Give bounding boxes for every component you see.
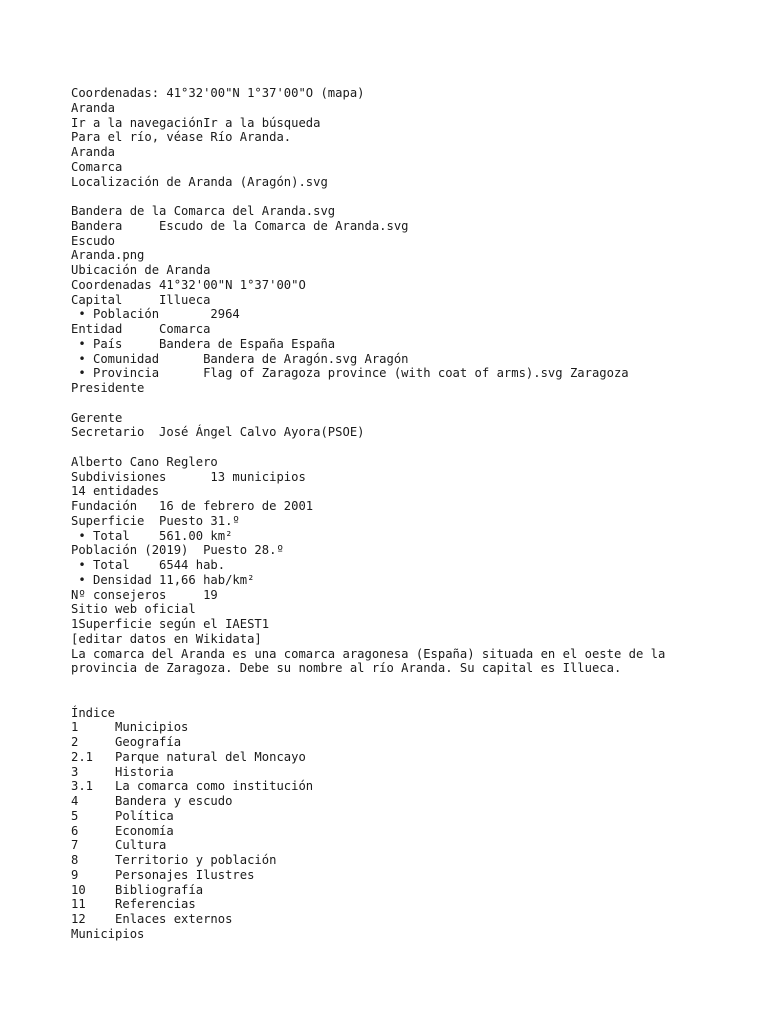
- text-line: 1Superficie según el IAEST1: [71, 617, 270, 631]
- text-line: • Provincia Flag of Zaragoza province (with coat of arms).svg Zaragoza: [71, 366, 629, 381]
- text-line: Secretario José Ángel Calvo Ayora(PSOE): [71, 425, 365, 440]
- text-line: • Total 561.00 km²: [71, 528, 233, 543]
- text-line: Sitio web oficial: [71, 602, 196, 617]
- text-line: 1 Municipios: [71, 720, 189, 735]
- text-line: • Densidad 11,66 hab/km²: [71, 572, 255, 587]
- text-line: • Población 2964: [71, 307, 240, 322]
- text-line: Comarca: [71, 159, 123, 174]
- text-line: Coordenadas 41°32'00"N 1°37'00"O: [71, 277, 306, 292]
- text-line: Para el río, véase Río Aranda.: [71, 130, 292, 145]
- text-line: Superficie Puesto 31.º: [71, 513, 240, 528]
- text-line: 6 Economía: [71, 823, 174, 838]
- text-line: Municipios: [71, 926, 145, 941]
- text-line: 4 Bandera y escudo: [71, 794, 233, 808]
- text-line: Coordenadas: 41°32'00"N 1°37'00"O (mapa): [71, 86, 365, 100]
- text-line: Ubicación de Aranda: [71, 263, 211, 277]
- text-line: 12 Enlaces externos: [71, 912, 233, 926]
- text-line: 10 Bibliografía: [71, 882, 204, 897]
- blank-line: [71, 396, 751, 411]
- text-line: Aranda: [71, 145, 116, 159]
- text-line: [editar datos en Wikidata]: [71, 631, 262, 646]
- text-line: Capital Illueca: [71, 292, 211, 307]
- text-line: 3 Historia: [71, 764, 174, 779]
- text-line: 11 Referencias: [71, 897, 196, 912]
- text-line: • País Bandera de España España: [71, 336, 336, 351]
- blank-line: [71, 189, 751, 204]
- text-line: Escudo: [71, 233, 116, 248]
- text-line: provincia de Zaragoza. Debe su nombre al río Aranda. Su capital es Illueca.: [71, 661, 622, 676]
- text-line: Ir a la navegaciónIr a la búsqueda: [71, 115, 321, 130]
- text-line: Bandera de la Comarca del Aranda.svg: [71, 204, 336, 218]
- document-body: [71, 86, 751, 942]
- text-line: 7 Cultura: [71, 838, 167, 853]
- text-line: Subdivisiones 13 municipios: [71, 469, 306, 484]
- text-line: Nº consejeros 19: [71, 587, 218, 602]
- text-line: 2 Geografía: [71, 735, 182, 749]
- text-line: Gerente: [71, 410, 123, 425]
- text-line: Índice: [71, 705, 116, 720]
- text-line: Localización de Aranda (Aragón).svg: [71, 174, 328, 189]
- text-line: Aranda: [71, 100, 116, 115]
- text-line: Presidente: [71, 381, 145, 395]
- text-line: • Total 6544 hab.: [71, 558, 226, 572]
- text-line: Aranda.png: [71, 248, 145, 263]
- text-line: 9 Personajes Ilustres: [71, 867, 255, 882]
- text-line: Entidad Comarca: [71, 322, 211, 336]
- text-line: 8 Territorio y población: [71, 853, 277, 867]
- text-line: 2.1 Parque natural del Moncayo: [71, 749, 306, 764]
- text-line: Fundación 16 de febrero de 2001: [71, 499, 314, 513]
- text-line: Población (2019) Puesto 28.º: [71, 543, 284, 558]
- blank-line: [71, 676, 751, 691]
- text-line: 5 Política: [71, 808, 174, 823]
- text-line: 3.1 La comarca como institución: [71, 779, 314, 794]
- text-line: Alberto Cano Reglero: [71, 454, 218, 469]
- text-line: La comarca del Aranda es una comarca aragonesa (España) situada en el oeste de la: [71, 646, 666, 661]
- text-line: • Comunidad Bandera de Aragón.svg Aragón: [71, 351, 409, 366]
- blank-line: [71, 440, 751, 455]
- text-line: Bandera Escudo de la Comarca de Aranda.svg: [71, 218, 409, 233]
- blank-line: [71, 691, 751, 706]
- text-line: 14 entidades: [71, 484, 160, 499]
